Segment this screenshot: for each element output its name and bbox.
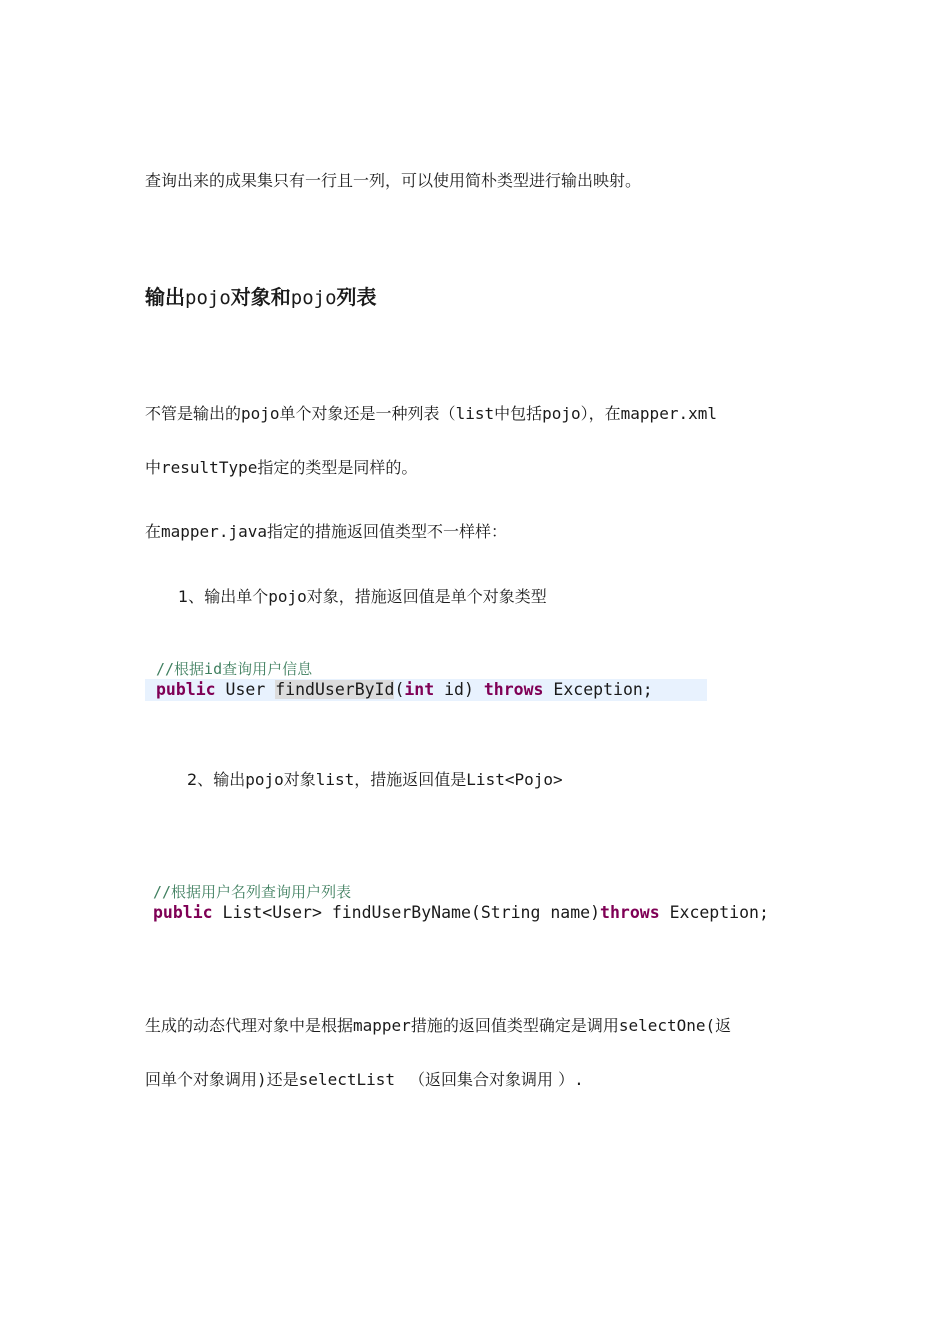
code-line: public User findUserById(int id) throws Exception;: [145, 679, 707, 701]
code-snippet-find-user-by-name: [153, 881, 769, 924]
code-comment: //根据id查询用户信息: [156, 660, 313, 678]
method-name-highlight: findUserById: [275, 680, 395, 699]
select-method-paragraph: 回单个对象调用)还是selectList （返回集合对象调用 ）.: [145, 1070, 584, 1089]
code-comment: //根据用户名列查询用户列表: [153, 883, 352, 901]
code-snippet-find-user-by-id: [145, 658, 707, 701]
code-line: public List<User> findUserByName(String name)throws Exception;: [153, 903, 769, 922]
list-item-single-pojo: 1、输出单个pojo对象，措施返回值是单个对象类型: [178, 587, 547, 606]
dynamic-proxy-paragraph: 生成的动态代理对象中是根据mapper措施的返回值类型确定是调用selectOne(返: [145, 1016, 732, 1035]
pojo-description-paragraph: 不管是输出的pojo单个对象还是一种列表（list中包括pojo），在mapper.xml: [145, 404, 717, 423]
section-heading: 输出pojo对象和pojo列表: [145, 285, 377, 309]
intro-paragraph: 查询出来的成果集只有一行且一列，可以使用简朴类型进行输出映射。: [145, 171, 642, 190]
list-item-pojo-list: 2、输出pojo对象list，措施返回值是List<Pojo>: [187, 770, 563, 789]
resulttype-paragraph: 中resultType指定的类型是同样的。: [145, 458, 418, 477]
mapper-java-paragraph: 在mapper.java指定的措施返回值类型不一样样：: [145, 522, 507, 541]
